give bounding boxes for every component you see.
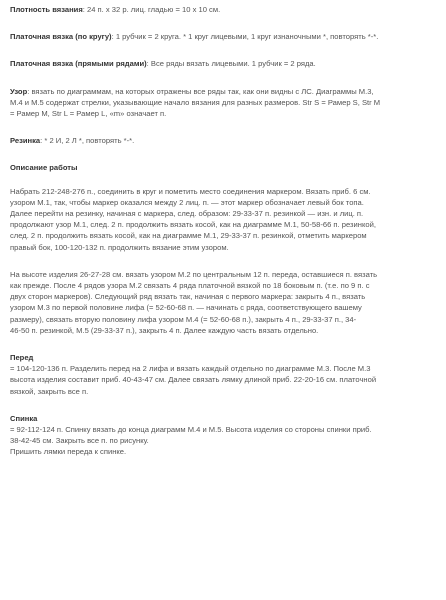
- description-line: Далее перейти на резинку, начиная с маркера, след. образом: 29-33-37 п. резинкой — изн. и лиц. п.: [10, 209, 364, 219]
- description-line: узором М.1, так, чтобы маркер оказался между 2 лиц. п. — этот маркер обозначает левый бок топа.: [10, 197, 364, 207]
- front-line: = 104-120-136 п. Разделить перед на 2 лифа и вязать каждый отдельно по диаграмме М.3. После М.3: [10, 364, 371, 374]
- pattern-line: = Рамер M, Str L = Рамер L, «m» означает п.: [10, 109, 167, 119]
- description-heading: Описание работы: [10, 163, 78, 173]
- description-line: узором М.3 по первой половине лифа (= 52-60-68 п. — начинать с ряда, соответствующего вашему: [10, 303, 362, 313]
- description-line: правый бок, 100-120-132 п. продолжить вязание этим узором.: [10, 242, 229, 252]
- description-line: На высоте изделия 26-27-28 см. вязать узором М.2 по центральным 12 п. переда, оставшиеся п. вязать: [10, 269, 378, 279]
- rib-paragraph: [10, 135, 436, 146]
- pattern-label: Узор: [10, 86, 28, 96]
- gauge-text: : 24 п. х 32 р. лиц. гладью = 10 х 10 см.: [82, 5, 221, 14]
- round-garter-paragraph: [10, 31, 436, 42]
- gauge-paragraph: [10, 4, 436, 15]
- description-paragraph-2: [10, 269, 436, 336]
- description-line: размеру), связать вторую половину лифа узором М.4 (= 52-60-68 п.), закрыть 4 п., 29-33-37 п., 34-: [10, 314, 357, 324]
- gauge-label: Плотность вязания: [10, 5, 83, 14]
- description-line: двух сторон маркеров). Следующий ряд вязать так, начиная с первого маркера: закрыть 4 п., вязать: [10, 292, 366, 302]
- round-garter-text: : 1 рубчик = 2 круга. * 1 круг лицевыми, 1 круг изнаночными *, повторять *-*.: [111, 32, 379, 42]
- front-paragraph: [10, 363, 436, 397]
- front-line: вязкой, закрыть все п.: [10, 386, 89, 396]
- description-line: 46-50 п. резинкой, М.5 (29-33-37 п.), закрыть 4 п. Далее каждую часть вязать отдельно.: [10, 325, 319, 335]
- rib-label: Резинка: [10, 136, 41, 146]
- pattern-line: М.4 и М.5 содержат стрелки, указывающие начало вязания для разных размеров. Str S = Рамер S, Str M: [10, 97, 381, 107]
- row-garter-label: Платочная вязка (прямыми рядами): [10, 59, 147, 69]
- back-heading: Спинка: [10, 413, 38, 423]
- back-line: Пришить лямки переда к спинке.: [10, 447, 127, 457]
- pattern-paragraph: [10, 86, 436, 120]
- front-line: высота изделия составит приб. 40-43-47 см. Далее связать лямку длиной приб. 22-20-16 см. платочной: [10, 375, 377, 385]
- back-line: = 92-112-124 п. Спинку вязать до конца диаграмм М.4 и М.5. Высота изделия со стороны спинки приб.: [10, 425, 372, 435]
- description-line: продолжают узор М.1, след. 2 п. продолжить вязать косой, как на диаграмме М.1, 50-58-66 п. резинкой,: [10, 220, 376, 230]
- back-line: 38-42-45 см. Закрыть все п. по рисунку.: [10, 436, 149, 446]
- front-heading: Перед: [10, 353, 34, 363]
- description-paragraph-1: [10, 186, 436, 253]
- round-garter-label: Платочная вязка (по кругу): [10, 32, 112, 42]
- description-line: как прежде. После 4 рядов узора М.2 связать 4 ряда платочной вязкой по 18 боковым п. (т.е. по 9 п. с: [10, 281, 370, 291]
- back-paragraph: [10, 424, 436, 458]
- row-garter-paragraph: [10, 58, 436, 69]
- row-garter-text: : Все ряды вязать лицевыми. 1 рубчик = 2 ряда.: [146, 59, 316, 69]
- pattern-line: Узор: вязать по диаграммам, на которых отражены все ряды так, как они видны с ЛС. Диаграммы М.3,: [10, 86, 374, 96]
- rib-text: : * 2 И, 2 Л *, повторять *-*.: [40, 136, 135, 146]
- description-line: Набрать 212-248-276 п., соединить в круг и пометить место соединения маркером. Вязать приб. 6 см.: [10, 186, 371, 196]
- description-line: след. 2 п. продолжить вязать косой, как на диаграмме М.1, 29-33-37 п. резинкой, отметить маркером: [10, 231, 367, 241]
